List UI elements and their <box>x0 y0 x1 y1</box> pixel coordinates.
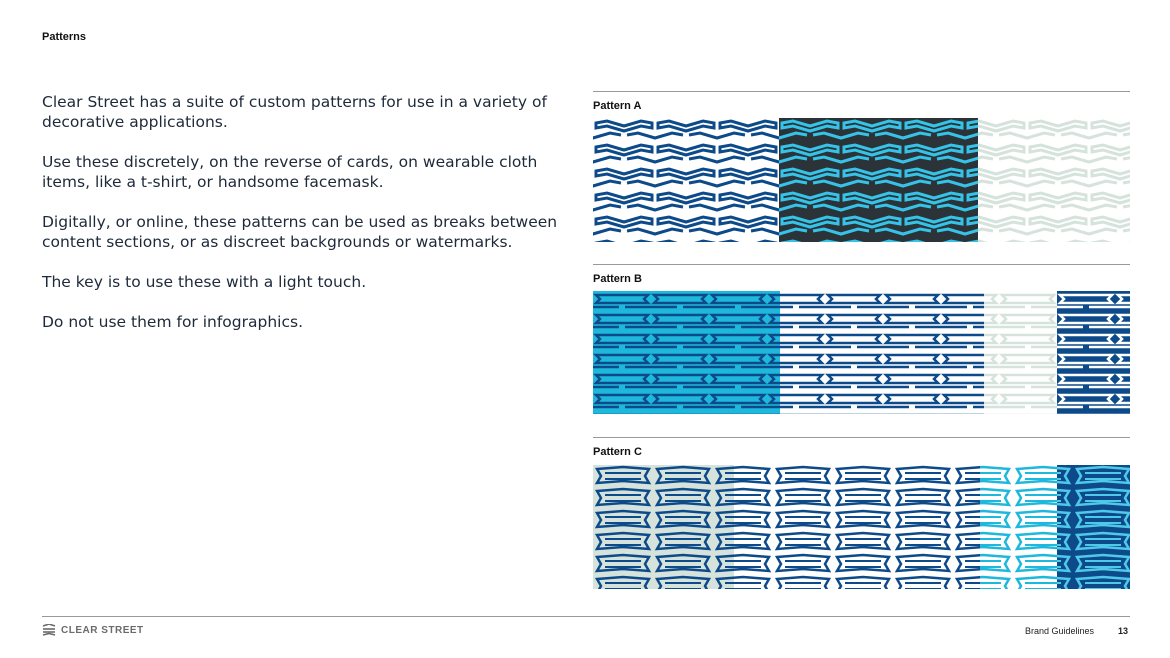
paragraph-digital: Digitally, or online, these patterns can be used as breaks between content sections, or as discreet backgrounds or watermarks. <box>42 213 558 251</box>
divider <box>593 264 1130 265</box>
pattern-b-navy-lines-on-cyan <box>593 291 780 414</box>
footer-brand-guidelines: Brand Guidelines <box>1024 626 1094 636</box>
pattern-c-swatch <box>593 465 1130 589</box>
pattern-a-label: Pattern A <box>593 100 642 112</box>
page-number: 13 <box>1117 626 1128 636</box>
pattern-b-white-lines <box>1057 291 1130 414</box>
logo-wordmark: CLEAR STREET <box>61 624 144 636</box>
clear-street-logo <box>42 624 144 636</box>
section-title: Patterns <box>42 31 87 43</box>
pattern-a-mint-lines <box>978 118 1130 242</box>
pattern-b-mint-lines <box>984 291 1057 414</box>
pattern-b-block <box>593 264 1130 287</box>
pattern-c-lightblue-lines <box>1057 465 1130 589</box>
paragraph-usage: Use these discretely, on the reverse of cards, on wearable cloth items, like a t-shirt, or handsome facemask. <box>42 153 538 191</box>
divider <box>593 437 1130 438</box>
paragraph-intro: Clear Street has a suite of custom patterns for use in a variety of decorative applications. <box>42 93 547 131</box>
pattern-a-swatch <box>593 118 1130 242</box>
clear-street-logo-icon <box>42 624 56 636</box>
pattern-a-navy-lines <box>593 118 779 242</box>
paragraph-no-infographics: Do not use them for infographics. <box>42 313 303 331</box>
pattern-c-navy-lines <box>734 465 980 589</box>
pattern-c-cyan-lines <box>980 465 1057 589</box>
pattern-a-cyan-lines <box>779 118 978 242</box>
pattern-b-navy-lines <box>780 291 984 414</box>
paragraph-light-touch: The key is to use these with a light touch. <box>42 273 367 291</box>
body-copy <box>42 92 587 352</box>
pattern-a-block <box>593 91 1130 114</box>
divider <box>593 91 1130 92</box>
pattern-c-navy-lines-on-mint <box>593 465 734 589</box>
footer-divider <box>42 616 1130 617</box>
pattern-b-label: Pattern B <box>593 273 642 285</box>
pattern-c-label: Pattern C <box>593 446 642 458</box>
pattern-c-block <box>593 437 1130 460</box>
pattern-b-swatch <box>593 291 1130 414</box>
